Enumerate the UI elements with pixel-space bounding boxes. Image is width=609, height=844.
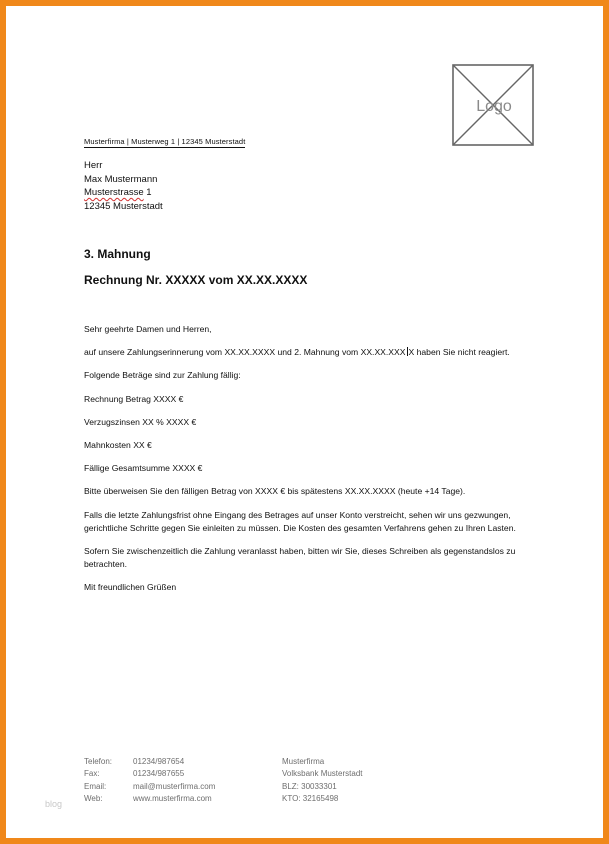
letter-intro (84, 346, 544, 359)
footer-label-fax: Fax: (84, 769, 100, 779)
closing-greeting: Mit freundlichen Grüßen (84, 582, 177, 593)
recipient-street-number: 1 (143, 187, 152, 198)
sender-address-line: Musterfirma | Musterweg 1 | 12345 Musterstadt (84, 137, 246, 146)
letter-intro-part-a: auf unsere Zahlungserinnerung vom XX.XX.XXXX und 2. Mahnung vom XX.XX.XXX (84, 347, 406, 358)
due-amounts-intro: Folgende Beträge sind zur Zahlung fällig: (84, 370, 241, 381)
legal-notice: Falls die letzte Zahlungsfrist ohne Eingang des Betrages auf unser Konto verstreicht, sehen wir uns gezwungen, gerichtliche Schritte gegen Sie einleiten zu müssen. Die Kosten des gesamten Verfahrens gehen zu Ihren Lasten. (84, 509, 516, 533)
payment-request: Bitte überweisen Sie den fälligen Betrag von XXXX € bis spätestens XX.XX.XXXX (heute +14 Tage). (84, 486, 466, 497)
recipient-name: Max Mustermann (84, 173, 158, 185)
recipient-city: 12345 Musterstadt (84, 200, 163, 212)
text-cursor (407, 347, 408, 356)
footer-label-email: Email: (84, 781, 107, 791)
footer-account: KTO: 32165498 (282, 793, 339, 803)
recipient-salutation: Herr (84, 160, 103, 171)
logo-placeholder-icon (452, 64, 534, 146)
footer-bank-name: Volksbank Musterstadt (282, 769, 363, 779)
logo-text: Logo (476, 98, 512, 115)
footer-email: mail@musterfirma.com (133, 781, 216, 791)
footer-web: www.musterfirma.com (133, 793, 212, 803)
invoice-amount: Rechnung Betrag XXXX € (84, 393, 184, 404)
footer-company-name: Musterfirma (282, 757, 325, 766)
watermark-text: blog (45, 799, 63, 809)
footer-blz: BLZ: 30033301 (282, 781, 337, 791)
logo-placeholder (452, 64, 534, 146)
interest-amount: Verzugszinsen XX % XXXX € (84, 416, 197, 427)
document-heading: 3. Mahnung (84, 247, 151, 261)
total-amount: Fällige Gesamtsumme XXXX € (84, 463, 203, 474)
letter-body (84, 323, 544, 605)
disregard-notice: Sofern Sie zwischenzeitlich die Zahlung veranlasst haben, bitten wir Sie, dieses Schreiben als gegenstandslos zu betrachten. (84, 546, 516, 570)
letter-salutation: Sehr geehrte Damen und Herren, (84, 324, 212, 334)
footer-label-web: Web: (84, 793, 103, 803)
footer-labels (84, 756, 112, 805)
recipient-street-name: Musterstrasse (84, 187, 144, 198)
dunning-fee: Mahnkosten XX € (84, 440, 152, 451)
footer-fax: 01234/987655 (133, 769, 185, 779)
letter-intro-part-b: X haben Sie nicht reagiert. (408, 347, 510, 358)
recipient-address (84, 159, 163, 213)
recipient-street (84, 186, 163, 200)
document-subject: Rechnung Nr. XXXXX vom XX.XX.XXXX (84, 273, 308, 287)
footer-bank-details (282, 756, 362, 805)
footer-contact-values (133, 756, 215, 805)
footer-label-phone: Telefon: (84, 757, 113, 766)
footer-phone: 01234/987654 (133, 757, 185, 766)
